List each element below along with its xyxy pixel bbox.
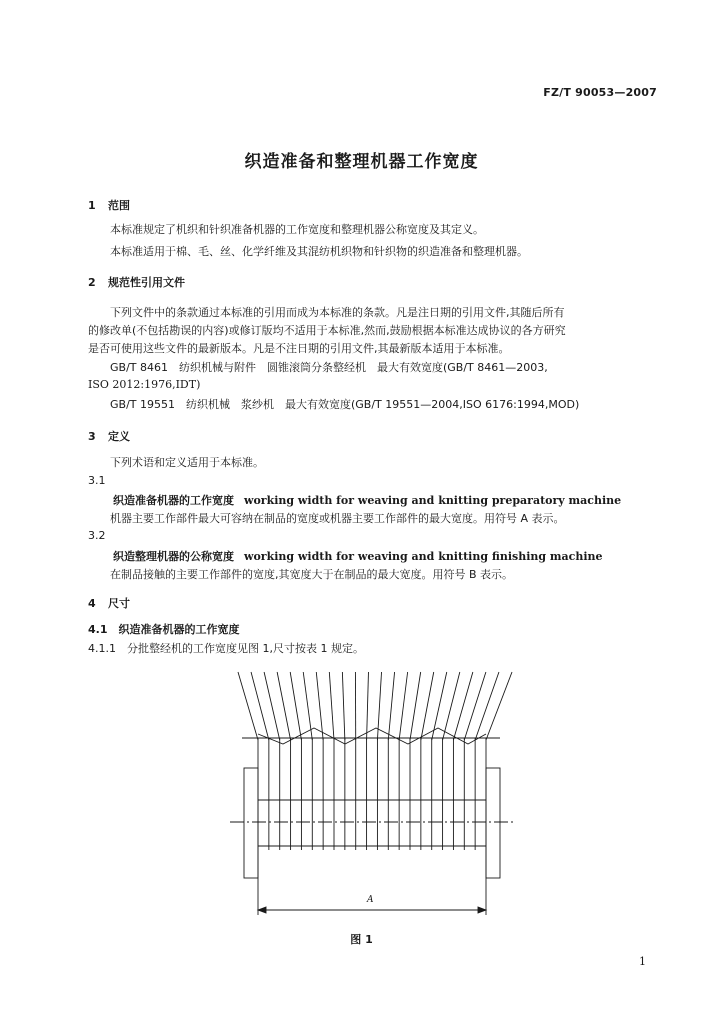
section-number: 2	[88, 276, 96, 289]
figure-line	[453, 672, 472, 740]
subsection-text: 4.1.1 分批整经机的工作宽度见图 1,尺寸按表 1 规定。	[88, 642, 364, 655]
term-english: working width for weaving and knitting preparatory machine	[244, 494, 622, 507]
figure-line	[277, 672, 290, 740]
paragraph-line: 是否可使用这些文件的最新版本。凡是不注日期的引用文件,其最新版本适用于本标准。	[88, 342, 510, 355]
term-chinese: 织造准备机器的工作宽度	[113, 494, 234, 507]
figure-line	[399, 672, 407, 740]
reed-zigzag	[258, 728, 486, 744]
paragraph-line: 下列文件中的条款通过本标准的引用而成为本标准的条款。凡是注日期的引用文件,其随后所有	[110, 306, 565, 319]
definition-number: 3.2	[88, 529, 106, 542]
section-title: 规范性引用文件	[108, 276, 185, 289]
figure-line	[464, 672, 486, 740]
figure-line	[329, 672, 334, 740]
figure-caption: 图 1	[350, 933, 373, 946]
paragraph: 下列术语和定义适用于本标准。	[110, 456, 264, 469]
document-number: FZ/T 90053—2007	[543, 86, 657, 99]
definition-number: 3.1	[88, 474, 106, 487]
page-number: 1	[639, 955, 646, 968]
figure-line	[388, 672, 394, 740]
paragraph: 本标准规定了机织和针织准备机器的工作宽度和整理机器公称宽度及其定义。	[110, 223, 484, 236]
figure-line	[421, 672, 434, 740]
section-number: 1	[88, 199, 96, 212]
figure-line	[238, 672, 258, 740]
figure-line	[486, 672, 512, 740]
term-english: working width for weaving and knitting finishing machine	[244, 550, 603, 563]
reference-line: GB/T 19551 纺织机械 浆纱机 最大有效宽度(GB/T 19551—2004,ISO 6176:1994,MOD)	[110, 398, 580, 411]
section-title: 尺寸	[108, 597, 130, 610]
section-title: 范围	[108, 199, 130, 212]
figure-line	[410, 672, 421, 740]
reference-line: ISO 2012:1976,IDT)	[88, 378, 201, 391]
reference-line: GB/T 8461 纺织机械与附件 圆锥滚筒分条整经机 最大有效宽度(GB/T 8461—2003,	[110, 361, 548, 374]
figure-line	[290, 672, 301, 740]
section-title: 定义	[108, 430, 130, 443]
figure-line	[443, 672, 460, 740]
page-title: 织造准备和整理机器工作宽度	[244, 152, 479, 172]
dimension-label-a: A	[367, 895, 374, 905]
section-number: 3	[88, 430, 96, 443]
figure-line	[342, 672, 344, 740]
term-chinese: 织造整理机器的公称宽度	[113, 550, 234, 563]
figure-flange	[244, 768, 258, 878]
figure-line	[475, 672, 499, 740]
figure-line	[367, 672, 369, 740]
paragraph: 本标准适用于棉、毛、丝、化学纤维及其混纺机织物和针织物的织造准备和整理机器。	[110, 245, 528, 258]
definition-text: 在制品接触的主要工作部件的宽度,其宽度大于在制品的最大宽度。用符号 B 表示。	[110, 568, 514, 581]
figure-flange	[486, 768, 500, 878]
definition-text: 机器主要工作部件最大可容纳在制品的宽度或机器主要工作部件的最大宽度。用符号 A 表示。	[110, 512, 565, 525]
paragraph-line: 的修改单(不包括勘误的内容)或修订版均不适用于本标准,然而,鼓励根据本标准达成协议的各方研究	[88, 324, 566, 337]
section-number: 4	[88, 597, 96, 610]
subsection-heading: 4.1 织造准备机器的工作宽度	[88, 623, 240, 636]
